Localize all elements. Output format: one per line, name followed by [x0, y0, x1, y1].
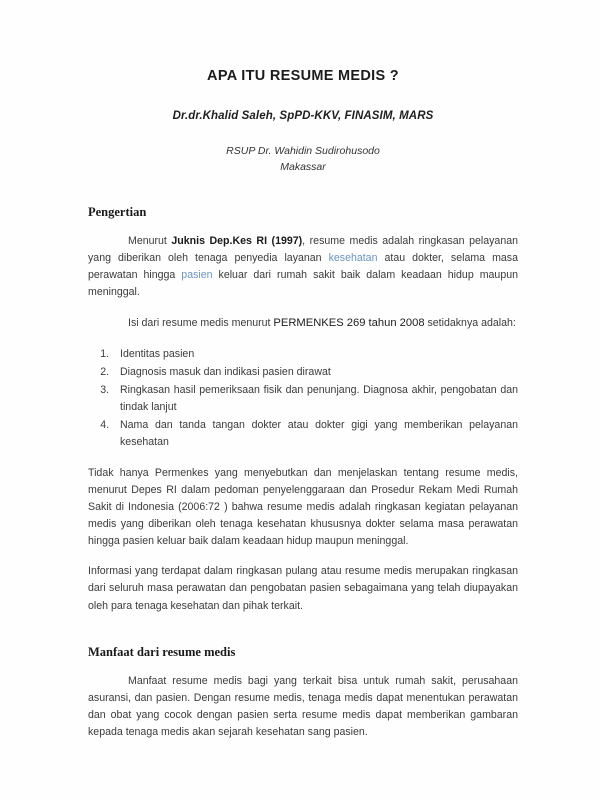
- paragraph-informasi: Informasi yang terdapat dalam ringkasan pulang atau resume medis merupakan ringkasan dari seluruh masa perawatan dan pengobatan pasien sebagaimana yang telah diupayakan oleh para tenaga kesehatan dan pihak terkait.: [88, 565, 518, 612]
- paragraph-definition-part2: , resume medis adalah ringkasan pelayanan yang diberikan oleh tenaga penyedia layanan: [88, 234, 518, 264]
- list-item: 2. Diagnosis masuk dan indikasi pasien dirawat: [112, 364, 518, 381]
- permenkes-reference: PERMENKES 269 tahun 2008: [273, 317, 425, 330]
- section-heading-pengertian: Pengertian: [88, 204, 147, 219]
- list-item: 3. Ringkasan hasil pemeriksaan fisik dan penunjang. Diagnosa akhir, pengobatan dan tindak lanjut: [112, 382, 518, 416]
- permenkes-lead: Isi dari resume medis menurut: [128, 317, 274, 330]
- section-heading-manfaat: Manfaat dari resume medis: [88, 644, 236, 659]
- document-affiliation: [88, 144, 518, 174]
- list-item: 1. Identitas pasien: [112, 346, 518, 363]
- paragraph-depes-ri: Tidak hanya Permenkes yang menyebutkan dan menjelaskan tentang resume medis, menurut Depes RI dalam pedoman penyelenggaraan dan Prosedur Rekam Medi Rumah Sakit di Indonesia (2006:72 ) bahwa resume medis adalah ringkasan kegiatan pelayanan medis yang diberikan oleh tenaga kesehatan khususnya dokter selama masa perawatan hingga pasien keluar baik dalam keadaan hidup maupun meninggal.: [88, 466, 518, 548]
- paragraph-definition-source: Juknis Dep.Kes RI (1997): [171, 234, 303, 247]
- link-kesehatan[interactable]: kesehatan: [328, 251, 378, 264]
- paragraph-definition-lead: Menurut: [128, 234, 172, 247]
- paragraph-definition-part4: keluar dari rumah sakit baik dalam keadaan hidup maupun meninggal.: [88, 269, 518, 299]
- permenkes-content-list: [88, 346, 518, 452]
- paragraph-definition: [88, 233, 518, 302]
- paragraph-permenkes-intro: [88, 314, 518, 332]
- paragraph-definition-part3: atau dokter, selama masa perawatan hingga: [88, 251, 518, 282]
- list-item: 4. Nama dan tanda tangan dokter atau dokter gigi yang memberikan pelayanan kesehatan: [112, 417, 518, 451]
- link-pasien[interactable]: pasien: [181, 269, 213, 282]
- affiliation-city: Makassar: [280, 160, 326, 173]
- permenkes-tail: setidaknya adalah:: [424, 317, 516, 330]
- document-content: [88, 0, 518, 752]
- affiliation-institution: RSUP Dr. Wahidin Sudirohusodo: [226, 145, 380, 158]
- document-title: APA ITU RESUME MEDIS ?: [207, 68, 399, 84]
- paragraph-manfaat: Manfaat resume medis bagi yang terkait bisa untuk rumah sakit, perusahaan asuransi, dan pasien. Dengan resume medis, tenaga medis dapat menentukan perawatan dan obat yang cocok dengan pasien serta resume medis dapat memberikan gambaran kepada tenaga medis akan sejarah kesehatan sang pasien.: [88, 674, 518, 739]
- document-author: Dr.dr.Khalid Saleh, SpPD-KKV, FINASIM, MARS: [172, 110, 434, 123]
